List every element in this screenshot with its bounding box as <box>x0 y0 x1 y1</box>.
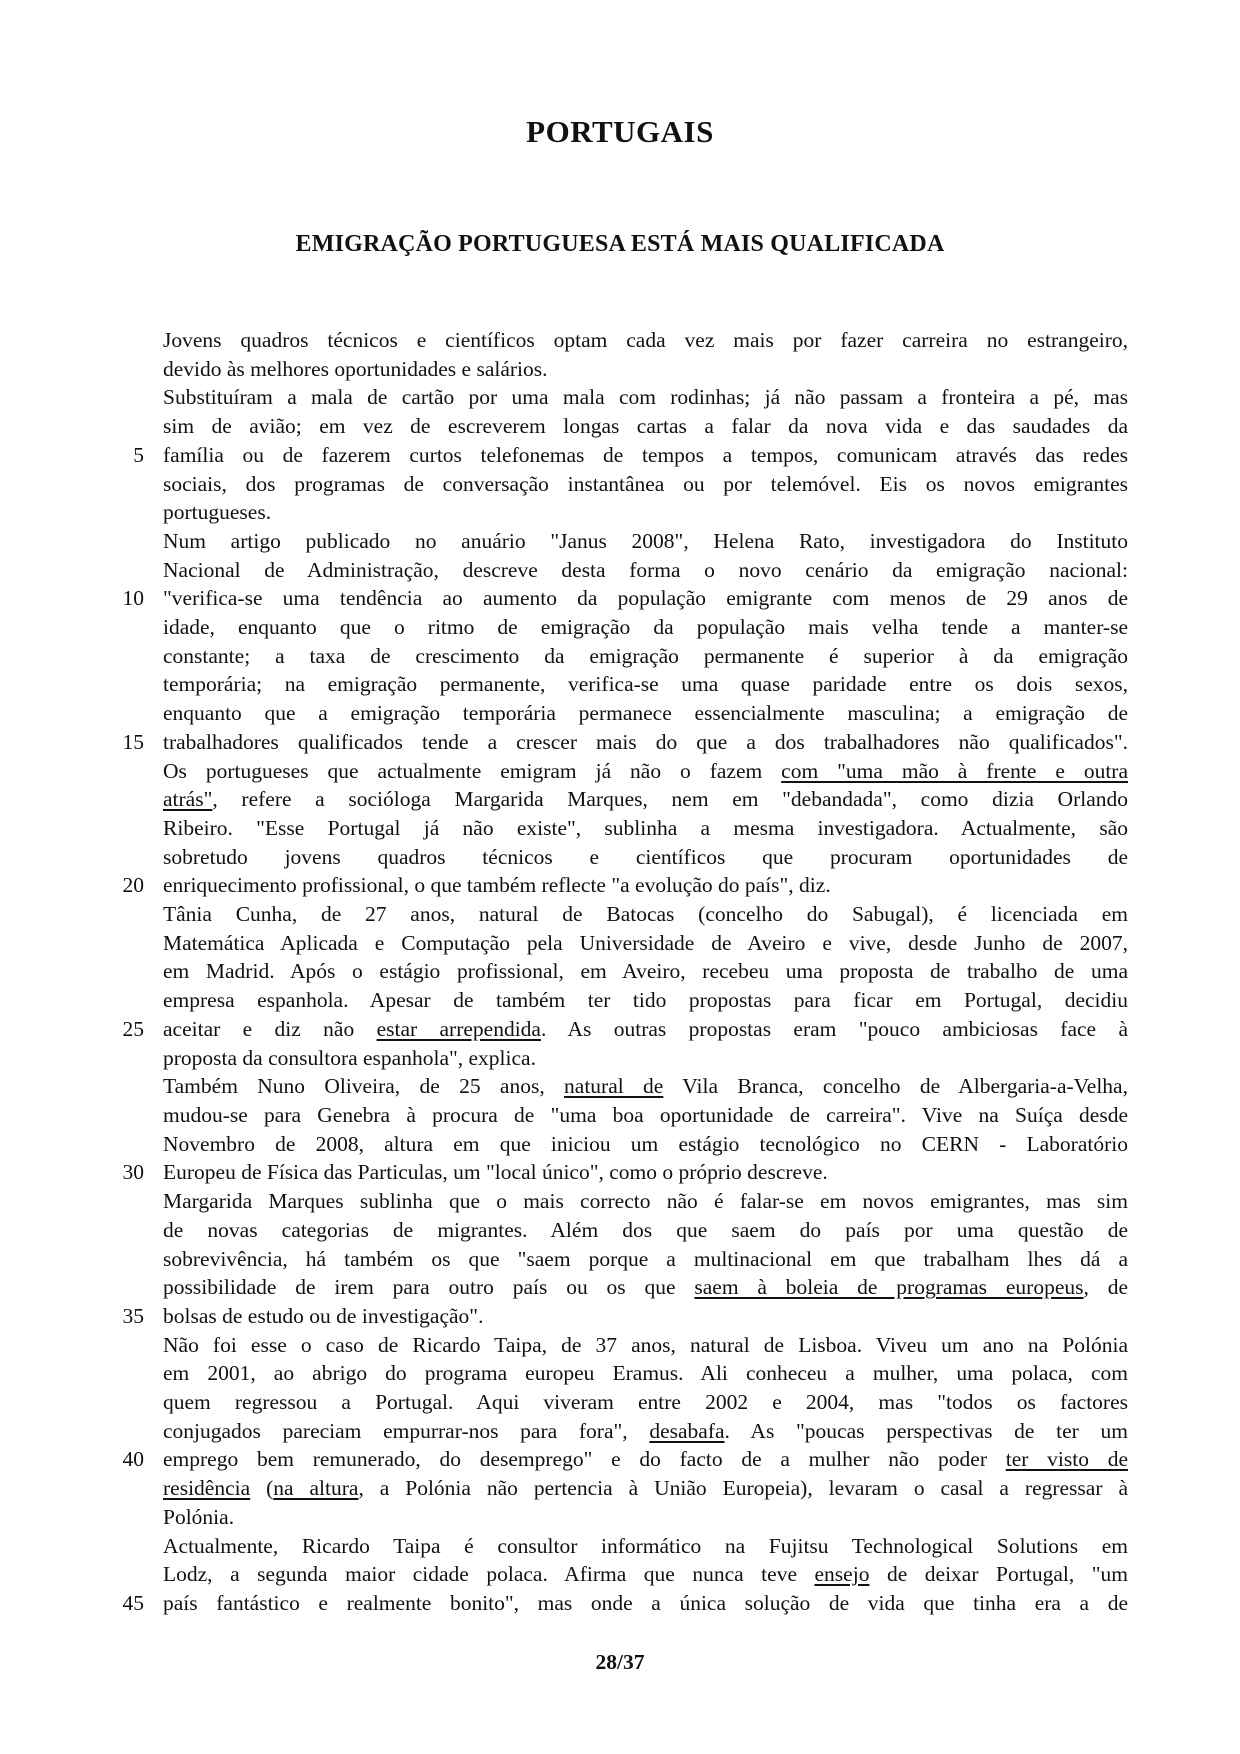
line-text: Lodz, a segunda maior cidade polaca. Afirma que nunca teve ensejo de deixar Portugal, "um <box>163 1562 1129 1587</box>
text-line <box>120 957 1128 986</box>
line-text: residência (na altura, a Polónia não pertencia à União Europeia), levaram o casal a regressar à <box>163 1476 1128 1501</box>
line-text: devido às melhores oportunidades e salários. <box>163 356 548 381</box>
line-text: constante; a taxa de crescimento da emigração permanente é superior à da emigração <box>163 643 1128 668</box>
line-number: 5 <box>133 442 144 467</box>
line-number: 15 <box>122 729 144 754</box>
line-number: 35 <box>122 1303 144 1328</box>
text-line <box>120 1101 1128 1130</box>
line-text: família ou de fazerem curtos telefonemas de tempos a tempos, comunicam através das redes <box>163 442 1128 467</box>
line-number: 10 <box>122 586 144 611</box>
line-number: 40 <box>122 1447 144 1472</box>
line-text: trabalhadores qualificados tende a crescer mais do que a dos trabalhadores não qualificados". <box>163 729 1128 754</box>
page-title: PORTUGAIS <box>526 114 714 149</box>
text-line <box>120 1216 1128 1245</box>
text-line <box>120 871 1128 900</box>
line-text: sobrevivência, há também os que "saem porque a multinacional em que trabalham lhes dá a <box>163 1246 1128 1271</box>
line-text: Os portugueses que actualmente emigram já não o fazem com "uma mão à frente e outra <box>163 758 1129 783</box>
text-line <box>120 355 1128 384</box>
line-text: atrás", refere a socióloga Margarida Marques, nem em "debandada", como dizia Orlando <box>163 787 1128 812</box>
line-text: proposta da consultora espanhola", explica. <box>163 1045 536 1070</box>
text-line <box>120 1589 1128 1618</box>
line-text: sociais, dos programas de conversação instantânea ou por telemóvel. Eis os novos emigrantes <box>163 471 1128 496</box>
line-number: 30 <box>122 1160 144 1185</box>
article-title: EMIGRAÇÃO PORTUGUESA ESTÁ MAIS QUALIFICADA <box>295 231 945 257</box>
text-line <box>120 1331 1128 1360</box>
line-text: Não foi esse o caso de Ricardo Taipa, de 37 anos, natural de Lisboa. Viveu um ano na Polónia <box>163 1332 1128 1357</box>
line-text: sobretudo jovens quadros técnicos e científicos que procuram oportunidades de <box>163 844 1128 869</box>
text-line <box>120 1388 1128 1417</box>
text-line <box>120 1158 1128 1187</box>
text-line <box>120 900 1128 929</box>
text-line <box>120 699 1128 728</box>
text-line <box>120 1417 1128 1446</box>
line-text: possibilidade de irem para outro país ou os que saem à boleia de programas europeus, de <box>163 1275 1129 1300</box>
text-line <box>120 1187 1128 1216</box>
line-text: conjugados pareciam empurrar-nos para fora", desabafa. As "poucas perspectivas de ter um <box>163 1418 1128 1443</box>
text-line <box>120 1044 1128 1073</box>
line-text: de novas categorias de migrantes. Além dos que saem do país por uma questão de <box>163 1217 1128 1242</box>
line-text: emprego bem remunerado, do desemprego" e do facto de a mulher não poder ter visto de <box>163 1447 1128 1472</box>
line-text: Novembro de 2008, altura em que iniciou um estágio tecnológico no CERN - Laboratório <box>163 1131 1128 1156</box>
text-line <box>120 986 1128 1015</box>
line-text: Polónia. <box>163 1504 235 1529</box>
line-number: 20 <box>122 873 144 898</box>
line-text: Europeu de Física das Particulas, um "local único", como o próprio descreve. <box>163 1160 828 1185</box>
text-line <box>120 1560 1128 1589</box>
line-text: Substituíram a mala de cartão por uma mala com rodinhas; já não passam a fronteira a pé, mas <box>163 385 1128 410</box>
text-line <box>120 843 1128 872</box>
text-line <box>120 1302 1128 1331</box>
line-text: temporária; na emigração permanente, verifica-se uma quase paridade entre os dois sexos, <box>163 672 1128 697</box>
line-text: quem regressou a Portugal. Aqui viveram entre 2002 e 2004, mas "todos os factores <box>163 1390 1128 1415</box>
text-line <box>120 1273 1128 1302</box>
line-number: 25 <box>122 1016 144 1041</box>
line-text: país fantástico e realmente bonito", mas onde a única solução de vida que tinha era a de <box>163 1590 1128 1615</box>
text-line <box>120 642 1128 671</box>
text-line <box>120 1072 1128 1101</box>
line-number: 45 <box>122 1590 144 1615</box>
line-text: enriquecimento profissional, o que também reflecte "a evolução do país", diz. <box>163 873 831 898</box>
line-text: Tânia Cunha, de 27 anos, natural de Batocas (concelho do Sabugal), é licenciada em <box>163 902 1128 927</box>
text-body <box>120 326 1128 1618</box>
line-text: empresa espanhola. Apesar de também ter tido propostas para ficar em Portugal, decidiu <box>163 988 1128 1013</box>
text-line <box>120 1130 1128 1159</box>
text-line <box>120 556 1128 585</box>
line-text: Jovens quadros técnicos e científicos optam cada vez mais por fazer carreira no estrangeiro, <box>163 328 1128 352</box>
line-text: Nacional de Administração, descreve desta forma o novo cenário da emigração nacional: <box>163 557 1128 582</box>
line-text: Ribeiro. "Esse Portugal já não existe", sublinha a mesma investigadora. Actualmente, são <box>163 815 1128 840</box>
line-text: sim de avião; em vez de escreverem longas cartas a falar da nova vida e das saudades da <box>163 414 1128 439</box>
text-line <box>120 1503 1128 1532</box>
text-line <box>120 670 1128 699</box>
line-text: portugueses. <box>163 500 272 525</box>
text-line <box>120 757 1128 786</box>
text-line <box>120 470 1128 499</box>
text-line <box>120 929 1128 958</box>
text-line <box>120 814 1128 843</box>
line-text: "verifica-se uma tendência ao aumento da população emigrante com menos de 29 anos de <box>163 586 1128 611</box>
text-line <box>120 1015 1128 1044</box>
line-text: em Madrid. Após o estágio profissional, em Aveiro, recebeu uma proposta de trabalho de uma <box>163 959 1128 984</box>
text-line <box>120 1359 1128 1388</box>
text-line <box>120 527 1128 556</box>
line-text: Matemática Aplicada e Computação pela Universidade de Aveiro e vive, desde Junho de 2007, <box>163 930 1128 955</box>
line-text: Actualmente, Ricardo Taipa é consultor informático na Fujitsu Technological Solutions em <box>163 1533 1128 1558</box>
text-line <box>120 412 1128 441</box>
line-text: idade, enquanto que o ritmo de emigração da população mais velha tende a manter-se <box>163 615 1128 640</box>
line-text: Num artigo publicado no anuário "Janus 2008", Helena Rato, investigadora do Instituto <box>163 528 1128 553</box>
line-text: Margarida Marques sublinha que o mais correcto não é falar-se em novos emigrantes, mas sim <box>163 1189 1128 1214</box>
line-text: enquanto que a emigração temporária permanece essencialmente masculina; a emigração de <box>163 701 1128 726</box>
text-line <box>120 498 1128 527</box>
text-line <box>120 785 1128 814</box>
text-line <box>120 1245 1128 1274</box>
text-line <box>120 584 1128 613</box>
text-line <box>120 728 1128 757</box>
line-text: aceitar e diz não estar arrependida. As outras propostas eram "pouco ambiciosas face à <box>163 1016 1128 1041</box>
line-text: em 2001, ao abrigo do programa europeu Eramus. Ali conheceu a mulher, uma polaca, com <box>163 1361 1128 1386</box>
line-text: Também Nuno Oliveira, de 25 anos, natural de Vila Branca, concelho de Albergaria-a-Velha, <box>163 1074 1128 1099</box>
text-line <box>120 326 1128 355</box>
text-line <box>120 1445 1128 1474</box>
line-text: mudou-se para Genebra à procura de "uma boa oportunidade de carreira". Vive na Suíça desde <box>163 1102 1128 1127</box>
line-text: bolsas de estudo ou de investigação". <box>163 1303 484 1328</box>
text-line <box>120 441 1128 470</box>
text-line <box>120 383 1128 412</box>
page-number: 28/37 <box>595 1650 645 1674</box>
text-line <box>120 613 1128 642</box>
text-line <box>120 1474 1128 1503</box>
text-line <box>120 1532 1128 1561</box>
